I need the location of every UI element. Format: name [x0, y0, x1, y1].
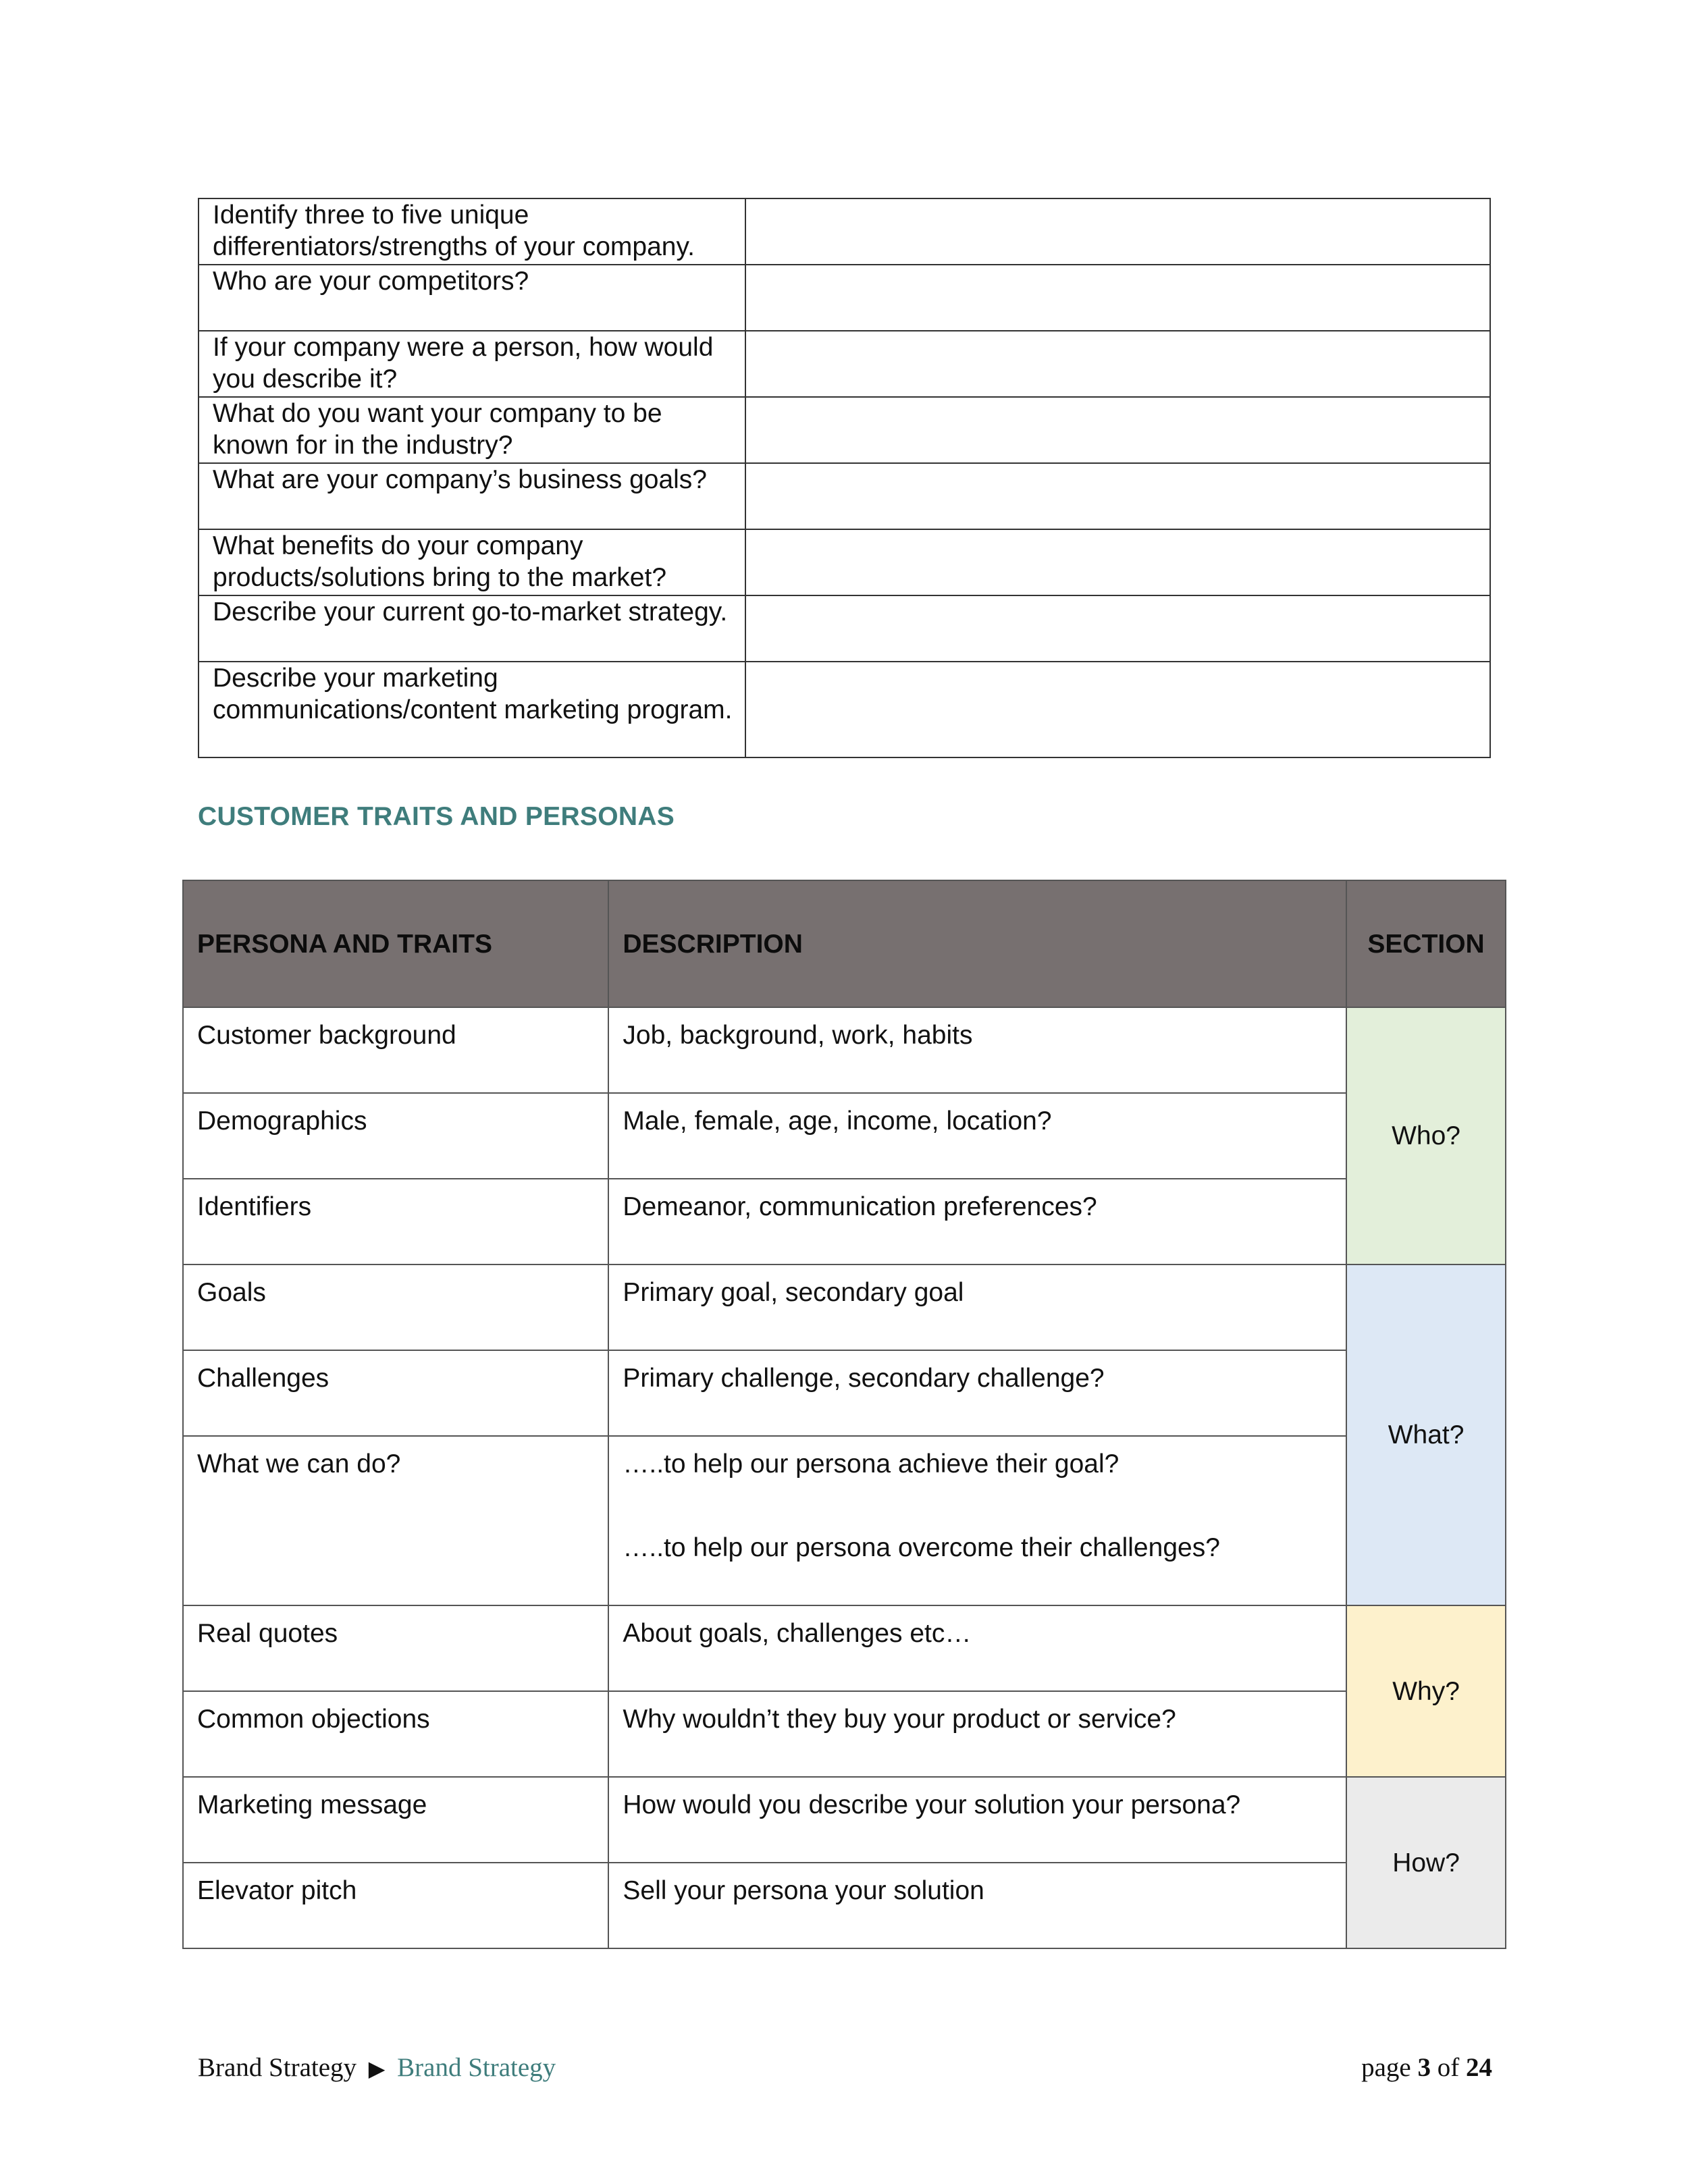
table-row: [199, 265, 1490, 331]
table-row: [199, 595, 1490, 662]
header-row: [183, 880, 1506, 1007]
description-cell: Sell your persona your solution: [608, 1863, 1346, 1948]
description-line: …..to help our persona overcome their challenges?: [623, 1533, 1220, 1562]
description-cell: Job, background, work, habits: [608, 1007, 1346, 1093]
answer-cell[interactable]: [745, 595, 1490, 662]
question-cell: What are your company’s business goals?: [199, 463, 745, 529]
question-cell: Who are your competitors?: [199, 265, 745, 331]
table-row: [199, 331, 1490, 397]
column-header-section: SECTION: [1346, 880, 1506, 1007]
table-row: [183, 1007, 1506, 1093]
section-cell-what: What?: [1346, 1264, 1506, 1605]
breadcrumb-current: Brand Strategy: [397, 2053, 556, 2082]
answer-cell[interactable]: [745, 529, 1490, 595]
table-row: [199, 397, 1490, 463]
table-row: [183, 1777, 1506, 1863]
persona-table: [182, 880, 1506, 1949]
breadcrumb-root: Brand Strategy: [198, 2053, 357, 2082]
question-cell: What do you want your company to be known for in the industry?: [199, 397, 745, 463]
answer-cell[interactable]: [745, 331, 1490, 397]
trait-cell: Elevator pitch: [183, 1863, 608, 1948]
description-cell: Primary goal, secondary goal: [608, 1264, 1346, 1350]
description-line: …..to help our persona achieve their goal?: [623, 1449, 1119, 1479]
section-heading: CUSTOMER TRAITS AND PERSONAS: [198, 802, 675, 831]
table-row: [199, 529, 1490, 595]
page-footer: [198, 2052, 1492, 2083]
page-prefix: page: [1361, 2053, 1411, 2082]
table-row: [199, 662, 1490, 757]
page-of: of: [1437, 2053, 1460, 2082]
section-cell-who: Who?: [1346, 1007, 1506, 1264]
question-cell: If your company were a person, how would you describe it?: [199, 331, 745, 397]
description-cell: Why wouldn’t they buy your product or service?: [608, 1691, 1346, 1777]
questions-table: [198, 198, 1491, 758]
trait-cell: Challenges: [183, 1350, 608, 1436]
answer-cell[interactable]: [745, 463, 1490, 529]
description-cell: Demeanor, communication preferences?: [608, 1179, 1346, 1264]
table-row: [183, 1436, 1506, 1605]
breadcrumb: [198, 2052, 556, 2083]
answer-cell[interactable]: [745, 198, 1490, 265]
description-cell: About goals, challenges etc…: [608, 1605, 1346, 1691]
description-cell: How would you describe your solution your persona?: [608, 1777, 1346, 1863]
triangle-right-icon: ▶: [368, 2056, 386, 2081]
table-row: [183, 1264, 1506, 1350]
trait-cell: Demographics: [183, 1093, 608, 1179]
description-cell: [608, 1436, 1346, 1605]
section-cell-why: Why?: [1346, 1605, 1506, 1777]
page-current: 3: [1417, 2053, 1431, 2082]
question-cell: Describe your marketing communications/content marketing program.: [199, 662, 745, 757]
answer-cell[interactable]: [745, 397, 1490, 463]
trait-cell: Marketing message: [183, 1777, 608, 1863]
table-row: [183, 1093, 1506, 1179]
table-row: [183, 1179, 1506, 1264]
table-row: [183, 1605, 1506, 1691]
page-number: [1361, 2052, 1492, 2083]
table-row: [183, 1350, 1506, 1436]
page-total: 24: [1466, 2053, 1492, 2082]
description-cell: Primary challenge, secondary challenge?: [608, 1350, 1346, 1436]
trait-cell: What we can do?: [183, 1436, 608, 1605]
trait-cell: Real quotes: [183, 1605, 608, 1691]
trait-cell: Identifiers: [183, 1179, 608, 1264]
answer-cell[interactable]: [745, 265, 1490, 331]
table-row: [183, 1863, 1506, 1948]
trait-cell: Goals: [183, 1264, 608, 1350]
question-cell: What benefits do your company products/solutions bring to the market?: [199, 529, 745, 595]
question-cell: Identify three to five unique differentiators/strengths of your company.: [199, 198, 745, 265]
table-row: [183, 1691, 1506, 1777]
table-row: [199, 463, 1490, 529]
answer-cell[interactable]: [745, 662, 1490, 757]
column-header-traits: PERSONA AND TRAITS: [183, 880, 608, 1007]
trait-cell: Common objections: [183, 1691, 608, 1777]
table-row: [199, 198, 1490, 265]
section-cell-how: How?: [1346, 1777, 1506, 1948]
trait-cell: Customer background: [183, 1007, 608, 1093]
column-header-description: DESCRIPTION: [608, 880, 1346, 1007]
description-cell: Male, female, age, income, location?: [608, 1093, 1346, 1179]
question-cell: Describe your current go-to-market strategy.: [199, 595, 745, 662]
